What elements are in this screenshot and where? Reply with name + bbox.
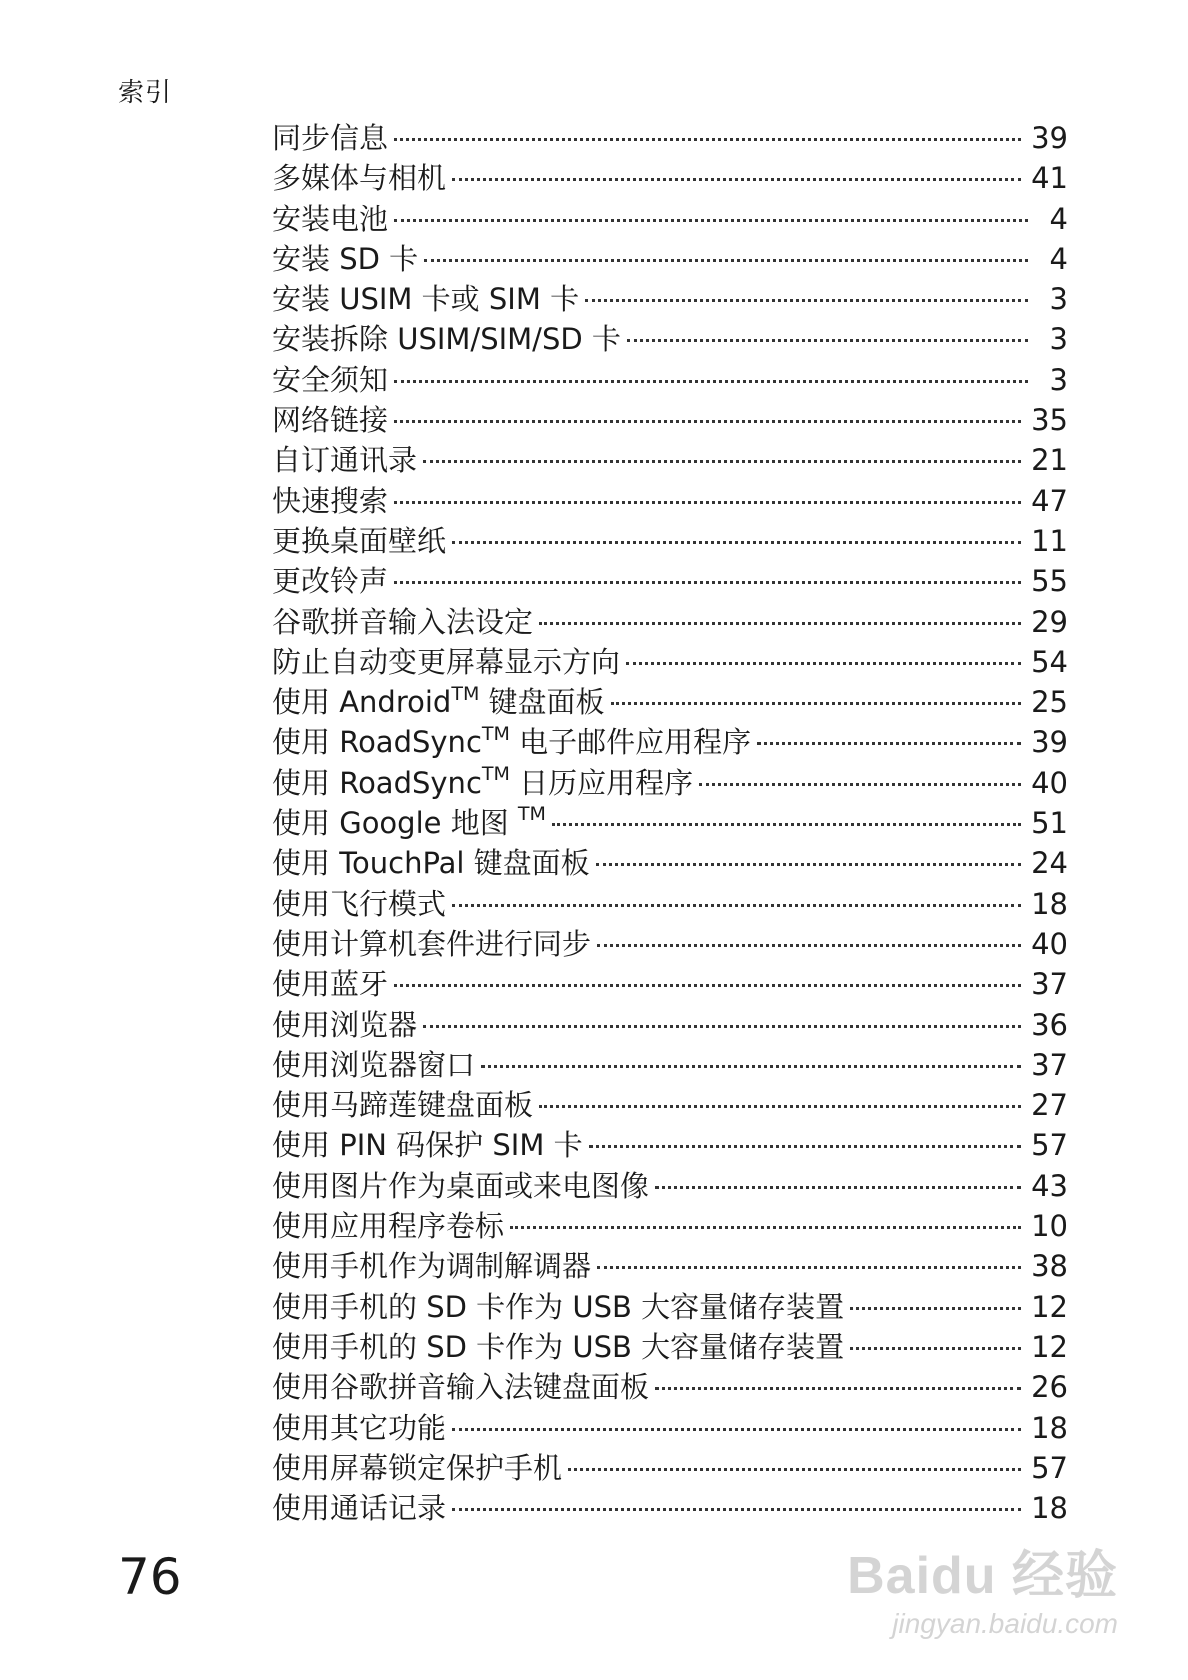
index-entry-page: 55 xyxy=(1031,564,1068,599)
index-entry xyxy=(272,1125,1068,1165)
index-entry xyxy=(272,1448,1068,1488)
index-entry-page: 3 xyxy=(1049,362,1068,397)
dot-leader xyxy=(452,1508,1021,1511)
index-entry-page: 38 xyxy=(1031,1249,1068,1284)
index-entry-text: 网络链接 xyxy=(272,403,389,438)
index-list xyxy=(272,118,1068,1528)
index-entry-label xyxy=(272,279,579,319)
index-entry xyxy=(272,239,1068,279)
dot-leader xyxy=(452,904,1021,907)
index-entry-text: 安装电池 xyxy=(272,201,389,236)
index-entry-label xyxy=(272,239,418,279)
index-entry xyxy=(272,400,1068,440)
index-entry-page: 37 xyxy=(1031,967,1068,1002)
dot-leader xyxy=(394,420,1021,423)
index-entry-label xyxy=(272,118,388,158)
index-entry-text: 谷歌拼音输入法设定 xyxy=(272,604,534,639)
index-entry-label xyxy=(272,1246,591,1286)
index-entry-text: 使用手机的 SD 卡作为 USB 大容量储存装置 xyxy=(272,1329,845,1364)
dot-leader xyxy=(585,299,1028,302)
dot-leader xyxy=(699,783,1021,786)
index-entry-text: 使用飞行模式 xyxy=(272,886,447,921)
dot-leader xyxy=(627,339,1028,342)
watermark-logo-text: Baidu 经验 xyxy=(847,1547,1118,1605)
index-entry xyxy=(272,521,1068,561)
index-entry-label xyxy=(272,1327,844,1367)
index-entry-text: 使用应用程序卷标 xyxy=(272,1209,505,1244)
index-entry-label xyxy=(272,360,388,400)
dot-leader xyxy=(423,1025,1021,1028)
index-entry-page: 37 xyxy=(1031,1047,1068,1082)
index-entry-text: 使用屏幕锁定保护手机 xyxy=(272,1450,563,1485)
trademark-mark: TM xyxy=(451,682,480,705)
index-entry-label xyxy=(272,682,605,722)
index-entry-suffix: 电子邮件应用程序 xyxy=(509,725,752,760)
index-entry-text: 使用蓝牙 xyxy=(272,967,389,1002)
index-entry-text: 使用谷歌拼音输入法键盘面板 xyxy=(272,1370,650,1405)
index-entry-text: 安装 USIM 卡或 SIM 卡 xyxy=(272,282,580,317)
index-entry xyxy=(272,924,1068,964)
index-entry-text: 使用 RoadSync xyxy=(272,725,482,760)
index-entry-text: 更改铃声 xyxy=(272,564,389,599)
index-entry-text: 安全须知 xyxy=(272,362,389,397)
index-entry-page: 40 xyxy=(1031,926,1068,961)
index-entry xyxy=(272,1206,1068,1246)
dot-leader xyxy=(552,823,1021,826)
index-entry-page: 4 xyxy=(1049,201,1068,236)
index-entry-text: 多媒体与相机 xyxy=(272,161,447,196)
index-entry xyxy=(272,1488,1068,1528)
index-entry-page: 3 xyxy=(1049,322,1068,357)
index-entry-page: 27 xyxy=(1031,1088,1068,1123)
index-entry-page: 4 xyxy=(1049,241,1068,276)
dot-leader xyxy=(757,742,1021,745)
dot-leader xyxy=(394,581,1021,584)
index-entry-page: 43 xyxy=(1031,1168,1068,1203)
index-entry-label xyxy=(272,1206,504,1246)
index-entry-text: 使用 RoadSync xyxy=(272,765,482,800)
index-entry-text: 使用马蹄莲键盘面板 xyxy=(272,1088,534,1123)
watermark-url: jingyan.baidu.com xyxy=(892,1608,1118,1639)
index-entry-label xyxy=(272,803,546,843)
index-entry-page: 25 xyxy=(1031,685,1068,720)
index-entry-text: 自订通讯录 xyxy=(272,443,418,478)
index-entry xyxy=(272,481,1068,521)
index-entry xyxy=(272,279,1068,319)
trademark-mark: TM xyxy=(481,763,510,786)
index-entry-label xyxy=(272,1287,844,1327)
index-entry-page: 41 xyxy=(1031,161,1068,196)
dot-leader xyxy=(394,501,1021,504)
index-entry-page: 40 xyxy=(1031,765,1068,800)
index-entry xyxy=(272,1246,1068,1286)
dot-leader xyxy=(611,702,1022,705)
dot-leader xyxy=(655,1186,1021,1189)
index-entry-label xyxy=(272,843,590,883)
index-entry-text: 使用浏览器窗口 xyxy=(272,1047,476,1082)
index-entry xyxy=(272,964,1068,1004)
index-entry xyxy=(272,1287,1068,1327)
index-entry xyxy=(272,118,1068,158)
dot-leader xyxy=(850,1307,1021,1310)
index-entry-text: 使用计算机套件进行同步 xyxy=(272,926,592,961)
trademark-mark: TM xyxy=(517,803,546,826)
index-entry-page: 36 xyxy=(1031,1007,1068,1042)
index-entry-page: 18 xyxy=(1031,1491,1068,1526)
trademark-mark: TM xyxy=(481,722,510,745)
dot-leader xyxy=(597,944,1021,947)
index-entry xyxy=(272,1327,1068,1367)
index-entry xyxy=(272,1085,1068,1125)
index-entry-page: 57 xyxy=(1031,1128,1068,1163)
index-entry xyxy=(272,602,1068,642)
dot-leader xyxy=(589,1145,1022,1148)
baidu-jingyan-watermark xyxy=(847,1533,1118,1640)
index-entry-label xyxy=(272,158,446,198)
index-entry-label xyxy=(272,1125,583,1165)
dot-leader xyxy=(539,622,1021,625)
dot-leader xyxy=(452,178,1021,181)
index-entry xyxy=(272,642,1068,682)
index-entry-text: 使用浏览器 xyxy=(272,1007,418,1042)
index-entry xyxy=(272,803,1068,843)
dot-leader xyxy=(423,460,1021,463)
index-entry xyxy=(272,1166,1068,1206)
index-entry-label xyxy=(272,521,446,561)
index-entry-page: 51 xyxy=(1031,806,1068,841)
index-header: 索引 xyxy=(118,78,173,108)
index-entry-text: 安装拆除 USIM/SIM/SD 卡 xyxy=(272,322,621,357)
index-entry xyxy=(272,843,1068,883)
index-entry-page: 3 xyxy=(1049,282,1068,317)
index-entry-text: 同步信息 xyxy=(272,121,389,155)
dot-leader xyxy=(850,1347,1021,1350)
index-entry-page: 18 xyxy=(1031,1410,1068,1445)
index-entry-label xyxy=(272,400,388,440)
index-entry-suffix: 日历应用程序 xyxy=(509,765,694,800)
index-entry-label xyxy=(272,1408,446,1448)
index-entry xyxy=(272,1367,1068,1407)
index-entry-text: 使用 Google 地图 xyxy=(272,806,518,841)
index-entry-label xyxy=(272,1045,475,1085)
index-entry-text: 使用 PIN 码保护 SIM 卡 xyxy=(272,1128,583,1163)
dot-leader xyxy=(394,138,1021,141)
index-entry xyxy=(272,360,1068,400)
index-entry-text: 使用图片作为桌面或来电图像 xyxy=(272,1168,650,1203)
index-entry-text: 使用 Android xyxy=(272,685,452,720)
index-entry-label xyxy=(272,561,388,601)
index-entry-text: 防止自动变更屏幕显示方向 xyxy=(272,644,621,679)
index-entry-label xyxy=(272,722,751,762)
index-entry-page: 39 xyxy=(1031,725,1068,760)
dot-leader xyxy=(394,219,1028,222)
index-entry-text: 安装 SD 卡 xyxy=(272,241,419,276)
index-entry-page: 57 xyxy=(1031,1450,1068,1485)
index-entry-suffix: 键盘面板 xyxy=(479,685,605,720)
index-entry-label xyxy=(272,319,621,359)
index-entry xyxy=(272,199,1068,239)
index-entry-text: 使用 TouchPal 键盘面板 xyxy=(272,846,590,881)
index-entry xyxy=(272,722,1068,762)
index-entry-text: 使用手机作为调制解调器 xyxy=(272,1249,592,1284)
dot-leader xyxy=(424,259,1028,262)
index-entry-text: 更换桌面壁纸 xyxy=(272,523,447,558)
dot-leader xyxy=(394,984,1021,987)
index-entry-label xyxy=(272,199,388,239)
dot-leader xyxy=(452,1428,1021,1431)
index-entry xyxy=(272,1045,1068,1085)
dot-leader xyxy=(626,662,1021,665)
dot-leader xyxy=(452,541,1021,544)
index-entry xyxy=(272,884,1068,924)
index-entry-label xyxy=(272,884,446,924)
index-entry-label xyxy=(272,763,693,803)
index-entry-text: 快速搜索 xyxy=(272,483,389,518)
index-entry xyxy=(272,158,1068,198)
index-entry-text: 使用通话记录 xyxy=(272,1491,447,1526)
dot-leader xyxy=(568,1468,1021,1471)
index-entry-label xyxy=(272,1166,649,1206)
index-entry-page: 21 xyxy=(1031,443,1068,478)
index-entry-page: 39 xyxy=(1031,121,1068,155)
index-entry-page: 35 xyxy=(1031,403,1068,438)
index-entry xyxy=(272,1005,1068,1045)
index-entry-label xyxy=(272,440,417,480)
index-entry-page: 11 xyxy=(1031,523,1068,558)
dot-leader xyxy=(394,380,1028,383)
index-entry-label xyxy=(272,602,533,642)
index-entry-page: 10 xyxy=(1031,1209,1068,1244)
dot-leader xyxy=(539,1105,1021,1108)
index-entry xyxy=(272,763,1068,803)
index-entry-label xyxy=(272,481,388,521)
index-entry-text: 使用手机的 SD 卡作为 USB 大容量储存装置 xyxy=(272,1289,845,1324)
index-entry-label xyxy=(272,964,388,1004)
index-entry-page: 47 xyxy=(1031,483,1068,518)
index-entry-label xyxy=(272,1488,446,1528)
index-entry-page: 18 xyxy=(1031,886,1068,921)
index-entry-label xyxy=(272,1005,417,1045)
index-entry-page: 54 xyxy=(1031,644,1068,679)
dot-leader xyxy=(597,1266,1021,1269)
index-entry-page: 29 xyxy=(1031,604,1068,639)
index-entry-page: 12 xyxy=(1031,1329,1068,1364)
index-entry-label xyxy=(272,1448,562,1488)
index-entry xyxy=(272,1408,1068,1448)
index-entry-label xyxy=(272,642,620,682)
index-entry-label xyxy=(272,924,591,964)
index-entry xyxy=(272,319,1068,359)
index-entry-page: 12 xyxy=(1031,1289,1068,1324)
dot-leader xyxy=(596,863,1021,866)
index-entry xyxy=(272,561,1068,601)
index-entry-label xyxy=(272,1085,533,1125)
page-number: 76 xyxy=(118,1548,182,1606)
dot-leader xyxy=(655,1387,1021,1390)
index-entry-page: 26 xyxy=(1031,1370,1068,1405)
index-entry-label xyxy=(272,1367,649,1407)
index-entry xyxy=(272,440,1068,480)
index-entry xyxy=(272,682,1068,722)
dot-leader xyxy=(481,1065,1021,1068)
index-entry-text: 使用其它功能 xyxy=(272,1410,447,1445)
index-entry-page: 24 xyxy=(1031,846,1068,881)
dot-leader xyxy=(510,1226,1021,1229)
